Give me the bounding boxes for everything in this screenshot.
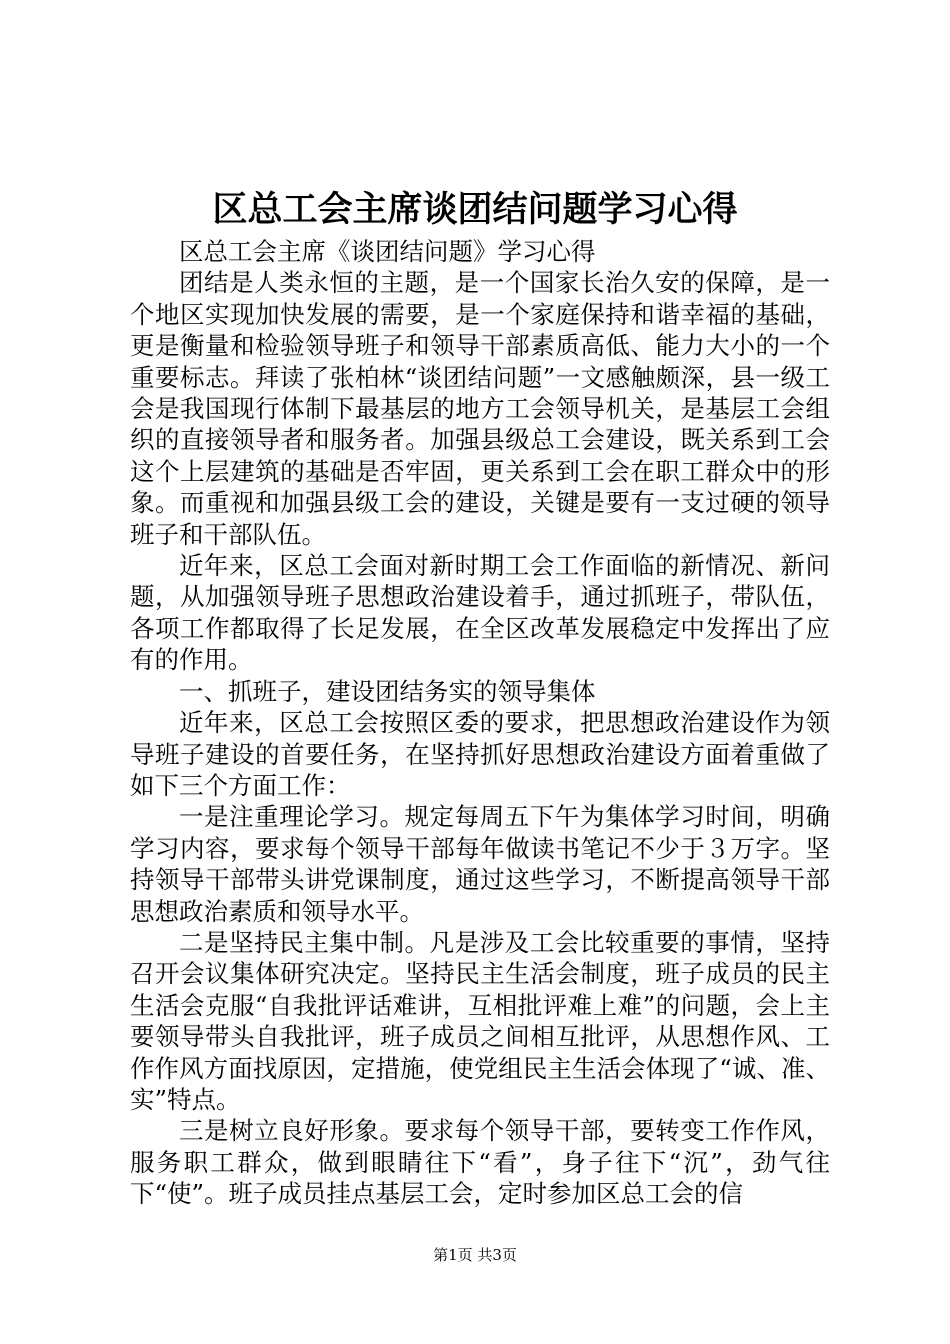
document-body xyxy=(130,236,830,1210)
body-paragraph: 三是树立良好形象。要求每个领导干部，要转变工作作风，服务职工群众，做到眼睛往下“看”，身子往下“沉”，劲气往下“使”。班子成员挂点基层工会，定时参加区总工会的信 xyxy=(130,1116,830,1209)
body-paragraph: 团结是人类永恒的主题，是一个国家长治久安的保障，是一个地区实现加快发展的需要，是一个家庭保持和谐幸福的基础，更是衡量和检验领导班子和领导干部素质高低、能力大小的一个重要标志。拜读了张柏林“谈团结问题”一文感触颇深，县一级工会是我国现行体制下最基层的地方工会领导机关，是基层工会组织的直接领导者和服务者。加强县级总工会建设，既关系到工会这个上层建筑的基础是否牢固，更关系到工会在职工群众中的形象。而重视和加强县级工会的建设，关键是要有一支过硬的领导班子和干部队伍。 xyxy=(130,268,830,549)
document-title: 区总工会主席谈团结问题学习心得 xyxy=(212,189,738,230)
page-footer: 第1页 共3页 xyxy=(433,1246,517,1264)
body-paragraph: 一是注重理论学习。规定每周五下午为集体学习时间，明确学习内容，要求每个领导干部每年做读书笔记不少于３万字。坚持领导干部带头讲党课制度，通过这些学习，不断提高领导干部思想政治素质和领导水平。 xyxy=(130,802,830,926)
body-paragraph: 近年来，区总工会按照区委的要求，把思想政治建设作为领导班子建设的首要任务，在坚持抓好思想政治建设方面着重做了如下三个方面工作： xyxy=(130,708,830,800)
section-heading: 一、抓班子，建设团结务实的领导集体 xyxy=(179,676,596,706)
body-paragraph: 二是坚持民主集中制。凡是涉及工会比较重要的事情，坚持召开会议集体研究决定。坚持民主生活会制度，班子成员的民主生活会克服“自我批评话难讲，互相批评难上难”的问题，会上主要领导带头自我批评，班子成员之间相互批评，从思想作风、工作作风方面找原因，定措施，使党组民主生活会体现了“诚、准、实”特点。 xyxy=(130,927,830,1114)
subtitle-paragraph: 区总工会主席《谈团结问题》学习心得 xyxy=(179,237,596,266)
body-paragraph: 近年来，区总工会面对新时期工会工作面临的新情况、新问题，从加强领导班子思想政治建设着手，通过抓班子，带队伍，各项工作都取得了长足发展，在全区改革发展稳定中发挥出了应有的作用。 xyxy=(130,551,830,675)
